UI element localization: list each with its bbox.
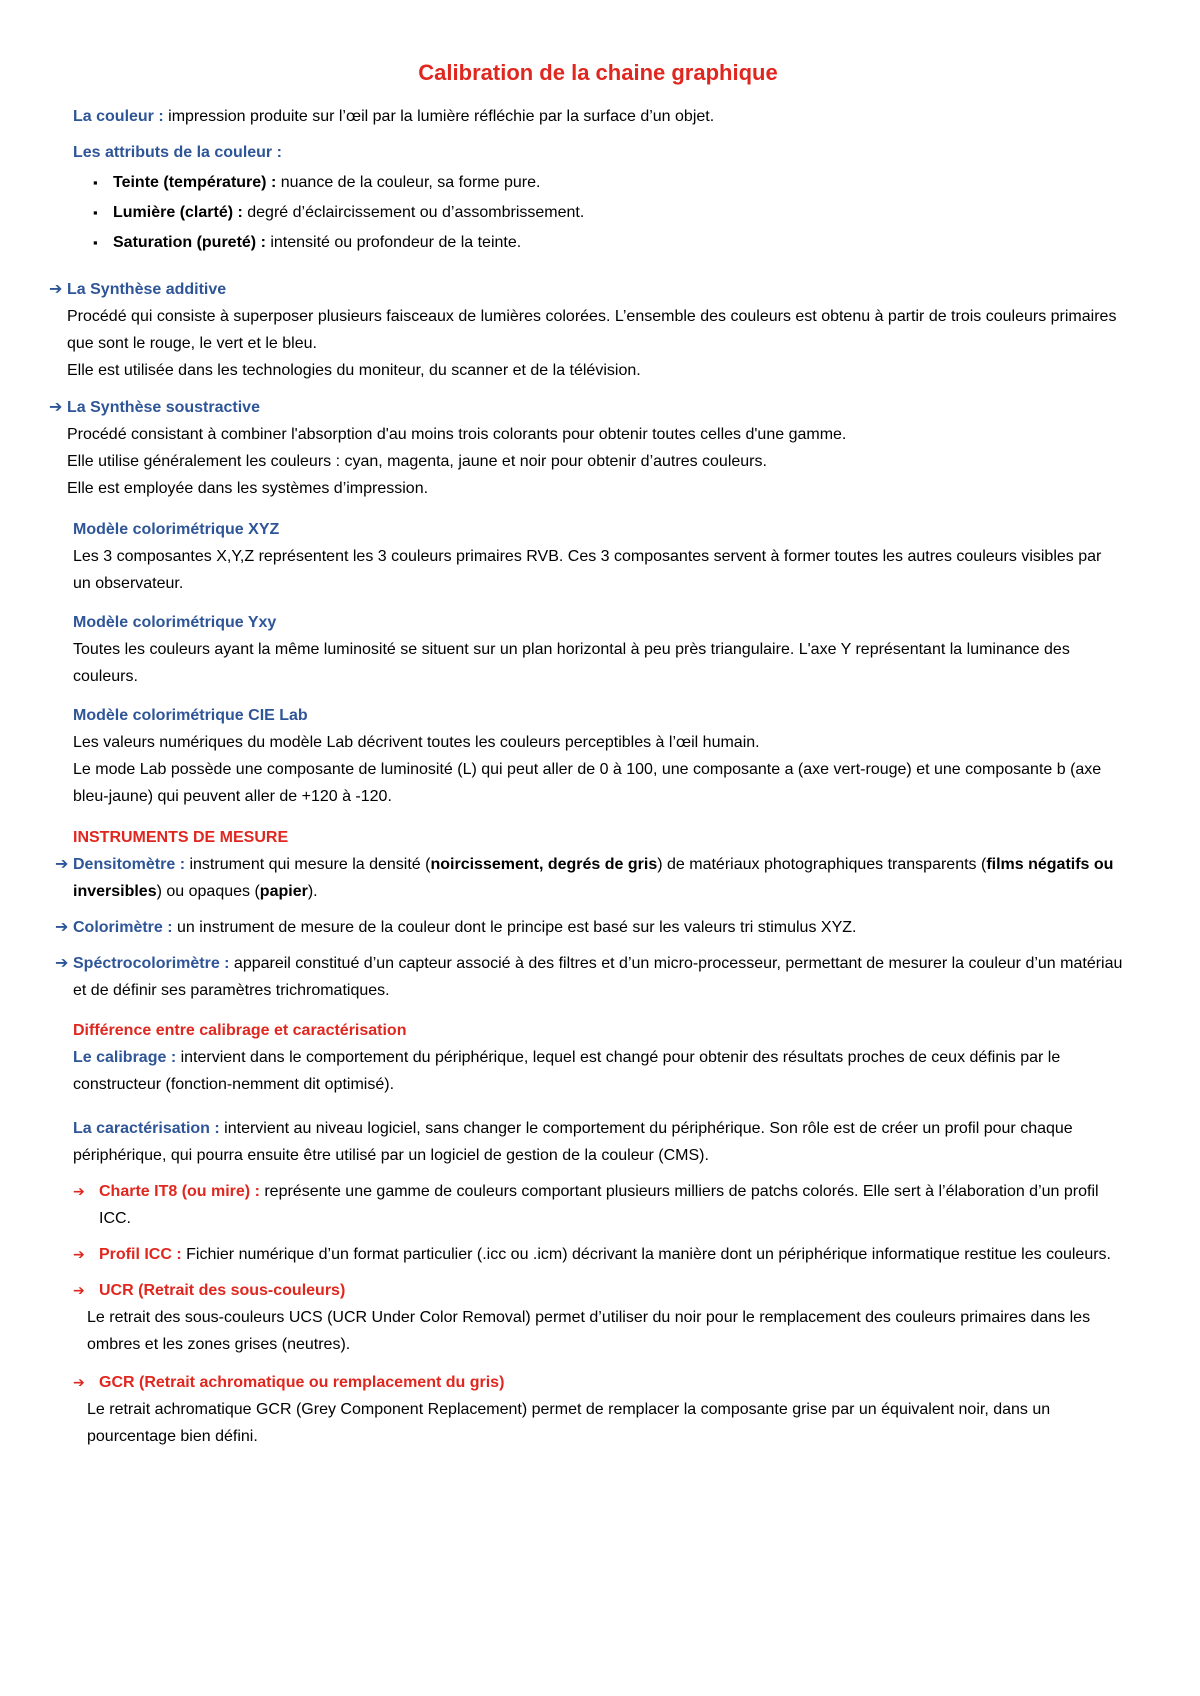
soustractive-line: Elle utilise généralement les couleurs : cyan, magenta, jaune et noir pour obtenir d’autres couleurs. — [67, 453, 767, 470]
soustractive-line: Procédé consistant à combiner l'absorption d'au moins trois colorants pour obtenir toutes celles d'une gamme. — [67, 426, 847, 443]
couleur-definition — [73, 103, 1123, 130]
lab-heading: Modèle colorimétrique CIE Lab — [73, 707, 308, 724]
instruments-heading: INSTRUMENTS DE MESURE — [73, 829, 289, 846]
gcr-item: ➔ GCR (Retrait achromatique ou remplacement du gris) Le retrait achromatique GCR (Grey Component Replacement) permet de remplacer la composante grise par un équivalent noir, dans un pourcentage bien défini. — [99, 1369, 1123, 1450]
yxy-text: Toutes les couleurs ayant la même luminosité se situent sur un plan horizontal à peu près triangulaire. L'axe Y représentant la luminance des couleurs. — [73, 641, 1070, 685]
it8-item: ➔ Charte IT8 (ou mire) : représente une gamme de couleurs comportant plusieurs milliers de patchs colorés. Elle sert à l’élaboration d’un profil ICC. — [99, 1178, 1123, 1232]
spectrocolorimetre-item: ➔ Spéctrocolorimètre : appareil constitué d’un capteur associé à des filtres et d’un micro-processeur, permettant de mesurer la couleur d’un matériau et de définir ses paramètres trichromatiques. — [73, 950, 1123, 1004]
page-title: Calibration de la chaine graphique — [418, 60, 778, 85]
list-item: ▪ Saturation (pureté) : intensité ou profondeur de la teinte. — [113, 228, 1123, 258]
arrow-right-icon: ➔ — [49, 399, 63, 416]
xyz-heading: Modèle colorimétrique XYZ — [73, 521, 280, 538]
arrow-right-icon: ➔ — [73, 1183, 85, 1199]
arrow-right-icon: ➔ — [73, 1374, 85, 1390]
icc-item: ➔ Profil ICC : Fichier numérique d’un format particulier (.icc ou .icm) décrivant la manière dont un périphérique informatique restitue les couleurs. — [99, 1241, 1123, 1268]
difference-heading: Différence entre calibrage et caractérisation — [73, 1022, 407, 1039]
ucr-text: Le retrait des sous-couleurs UCS (UCR Under Color Removal) permet d’utiliser du noir pour le remplacement des couleurs primaires dans les ombres et les zones grises (neutres). — [87, 1309, 1091, 1353]
lab-line: Le mode Lab possède une composante de luminosité (L) qui peut aller de 0 à 100, une composante a (axe vert-rouge) et une composante b (axe bleu-jaune) qui peuvent aller de +120 à -120. — [73, 761, 1102, 805]
list-item: ▪ Lumière (clarté) : degré d’éclaircissement ou d’assombrissement. — [113, 198, 1123, 228]
ucr-item: ➔ UCR (Retrait des sous-couleurs) Le retrait des sous-couleurs UCS (UCR Under Color Removal) permet d’utiliser du noir pour le remplacement des couleurs primaires dans les ombres et les zones grises (neutres). — [99, 1277, 1123, 1358]
section-lab — [73, 702, 1123, 810]
additive-line: Procédé qui consiste à superposer plusieurs faisceaux de lumières colorées. L’ensemble des couleurs est obtenu à partir de trois couleurs primaires que sont le rouge, le vert et le bleu. — [67, 308, 1117, 352]
caracterisation-paragraph: La caractérisation : intervient au niveau logiciel, sans changer le comportement du périphérique. Son rôle est de créer un profil pour chaque périphérique, qui pourra ensuite être utilisé par un logiciel de gestion de la couleur (CMS). — [73, 1120, 1073, 1164]
section-soustractive — [49, 394, 1123, 502]
couleur-label: La couleur : — [73, 108, 164, 125]
additive-heading: La Synthèse additive — [67, 281, 227, 298]
arrow-right-icon: ➔ — [55, 919, 69, 936]
soustractive-heading: La Synthèse soustractive — [67, 399, 260, 416]
arrow-right-icon: ➔ — [55, 856, 69, 873]
arrow-right-icon: ➔ — [73, 1246, 85, 1262]
section-difference — [73, 1017, 1123, 1450]
section-instruments — [55, 824, 1123, 1004]
yxy-heading: Modèle colorimétrique Yxy — [73, 614, 277, 631]
soustractive-line: Elle est employée dans les systèmes d’impression. — [67, 480, 429, 497]
lab-line: Les valeurs numériques du modèle Lab décrivent toutes les couleurs perceptibles à l’œil humain. — [73, 734, 760, 751]
colorimetre-item: ➔ Colorimètre : un instrument de mesure de la couleur dont le principe est basé sur les valeurs tri stimulus XYZ. — [73, 914, 1123, 941]
section-yxy — [73, 609, 1123, 690]
arrow-right-icon: ➔ — [73, 1282, 85, 1298]
densitometre-item: ➔ Densitomètre : instrument qui mesure la densité (noircissement, degrés de gris) de matériaux photographiques transparents (films négatifs ou inversibles) ou opaques (papier). — [73, 851, 1123, 905]
section-additive — [49, 276, 1123, 384]
document-page — [49, 58, 1123, 1450]
arrow-right-icon: ➔ — [55, 955, 69, 972]
section-xyz — [73, 516, 1123, 597]
arrow-right-icon: ➔ — [49, 281, 63, 298]
gcr-text: Le retrait achromatique GCR (Grey Component Replacement) permet de remplacer la composante grise par un équivalent noir, dans un pourcentage bien défini. — [87, 1401, 1051, 1445]
couleur-text: impression produite sur l’œil par la lumière réfléchie par la surface d’un objet. — [163, 108, 715, 125]
attributs-list — [73, 168, 1123, 258]
xyz-text: Les 3 composantes X,Y,Z représentent les 3 couleurs primaires RVB. Ces 3 composantes servent à former toutes les autres couleurs visibles par un observateur. — [73, 548, 1102, 592]
attributs-heading: Les attributs de la couleur : — [73, 144, 282, 161]
calibrage-paragraph: Le calibrage : intervient dans le comportement du périphérique, lequel est changé pour obtenir des résultats proches de ceux définis par le constructeur (fonction-nemment dit optimisé). — [73, 1049, 1061, 1093]
list-item: ▪ Teinte (température) : nuance de la couleur, sa forme pure. — [113, 168, 1123, 198]
additive-line: Elle est utilisée dans les technologies du moniteur, du scanner et de la télévision. — [67, 362, 641, 379]
